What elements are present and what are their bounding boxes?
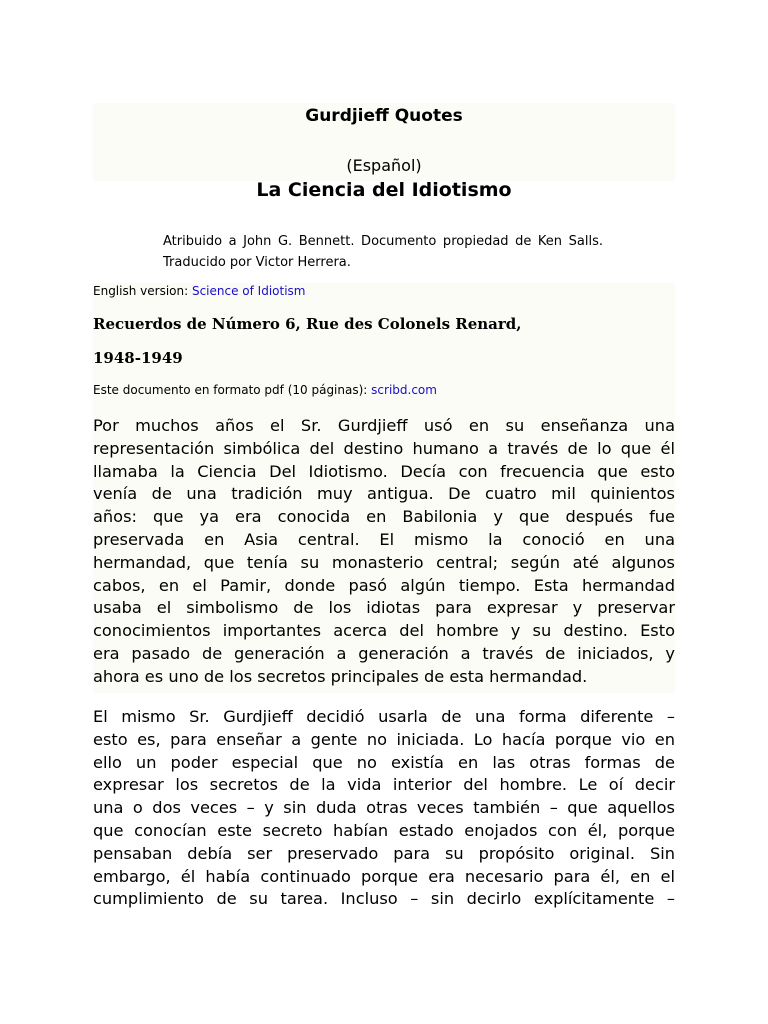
language-label: (Español) xyxy=(346,156,422,175)
english-version-line xyxy=(93,283,305,300)
document-subtitle: La Ciencia del Idiotismo xyxy=(256,179,512,201)
text-line: embargo, él había continuado porque era necesario para él, en el xyxy=(93,866,675,886)
text-line: pensaban debía ser preservado para su propósito original. Sin xyxy=(93,843,675,863)
english-version-link[interactable]: Science of Idiotism xyxy=(191,284,306,298)
text-line: ello un poder especial que no existía en las otras formas de xyxy=(93,752,675,772)
pdf-link[interactable]: scribd.com xyxy=(371,383,437,397)
text-line: esto es, para enseñar a gente no iniciada. Lo hacía porque vio en xyxy=(93,729,675,749)
text-line: cumplimiento de su tarea. Incluso – sin decirlo explícitamente – xyxy=(93,889,675,909)
text-line: preservada en Asia central. El mismo la conoció en una xyxy=(93,529,675,549)
text-line: cabos, en el Pamir, donde pasó algún tiempo. Esta hermandad xyxy=(93,575,675,595)
text-line: era pasado de generación a generación a través de iniciados, y xyxy=(93,643,675,663)
paragraph-2 xyxy=(93,706,675,911)
text-line: Por muchos años el Sr. Gurdjieff usó en su enseñanza una xyxy=(93,416,675,435)
section-years: 1948-1949 xyxy=(93,349,183,367)
text-line: ahora es uno de los secretos principales de esta hermandad. xyxy=(93,666,588,686)
pdf-label: Este documento en formato pdf (10 páginas): xyxy=(93,383,372,397)
paragraph-1 xyxy=(93,415,675,689)
text-line: venía de una tradición muy antigua. De cuatro mil quinientos xyxy=(93,484,675,504)
text-line: expresar los secretos de la vida interior del hombre. Le oí decir xyxy=(93,775,675,795)
text-line: años: que ya era conocida en Babilonia y que después fue xyxy=(93,507,675,527)
text-line: usaba el simbolismo de los idiotas para expresar y preservar xyxy=(93,598,675,618)
section-heading: Recuerdos de Número 6, Rue des Colonels Renard, xyxy=(93,315,522,333)
pdf-line xyxy=(93,382,437,399)
text-line: que conocían este secreto habían estado enojados con él, porque xyxy=(93,820,675,840)
text-line: representación simbólica del destino humano a través de lo que él xyxy=(93,438,675,458)
text-line: llamaba la Ciencia Del Idiotismo. Decía con frecuencia que esto xyxy=(93,461,675,481)
english-version-label: English version: xyxy=(93,284,192,298)
attribution-text xyxy=(163,231,603,273)
text-line: conocimientos importantes acerca del hombre y su destino. Esto xyxy=(93,621,675,641)
text-line: una o dos veces – y sin duda otras veces también – que aquellos xyxy=(93,798,675,818)
attribution-line: Atribuido a John G. Bennett. Documento propiedad de Ken xyxy=(163,234,563,249)
page-title: Gurdjieff Quotes xyxy=(305,106,463,126)
text-line: hermandad, que tenía su monasterio central; según até algunos xyxy=(93,552,675,572)
text-line: El mismo Sr. Gurdjieff decidió usarla de una forma diferente – xyxy=(93,707,675,726)
attribution-line: Salls. Traducido por Victor Herrera. xyxy=(163,234,603,270)
